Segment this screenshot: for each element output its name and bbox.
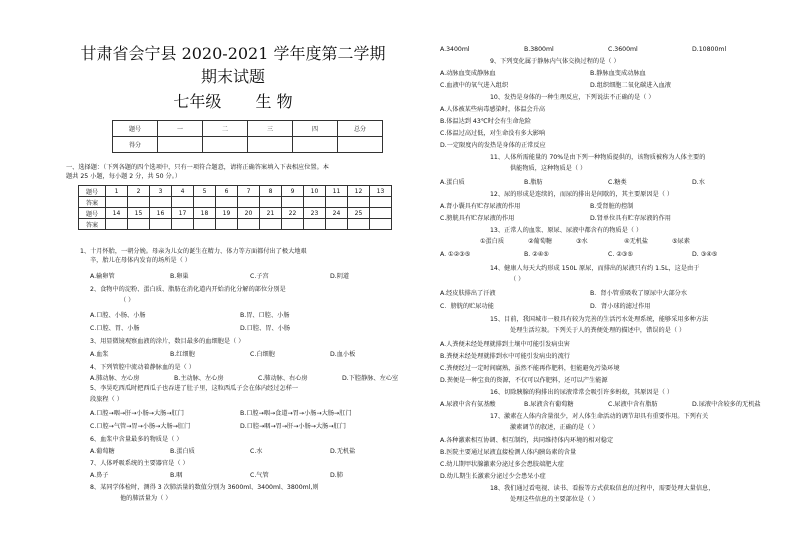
answer-option[interactable]: A.肾小囊具有贮存尿液的作用	[440, 203, 521, 210]
answer-table	[78, 185, 392, 230]
answer-option[interactable]: D.口腔、胃、小肠	[240, 325, 291, 332]
question-line: 9、下列变化属于静脉内气体交换过程的是（ ）	[490, 58, 620, 65]
question-line: A.各种激素相互协调、相互制约，共同维持体内环境的相对稳定	[440, 437, 614, 444]
score-value-row-cell[interactable]	[293, 137, 338, 153]
answer-option[interactable]: C.尿液中含有脂肪	[608, 401, 658, 408]
answer-option[interactable]: C.口腔、胃、小肠	[90, 325, 140, 332]
score-table	[112, 120, 383, 153]
answer-number-row-cell: 21	[260, 208, 282, 219]
answer-option[interactable]: ①蛋白质	[480, 238, 505, 245]
question-line: 辛，胎儿在母体内发育的场所是（ ）	[90, 257, 191, 264]
answer-option[interactable]: A.输卵管	[90, 273, 115, 280]
answer-option[interactable]: C.气管	[250, 472, 269, 479]
answer-option[interactable]: A.尿液中含有氨基酸	[440, 401, 496, 408]
question-line: B.粪便未经处理就排到水中可能引发病虫的流行	[440, 353, 570, 360]
answer-number-row-cell: 11	[326, 186, 348, 197]
option-row	[90, 471, 406, 480]
answer-option[interactable]: C.糖类	[608, 179, 627, 186]
score-value-row	[113, 137, 383, 153]
answer-blank-row-cell[interactable]	[370, 197, 392, 208]
score-value-row-cell[interactable]	[203, 137, 248, 153]
answer-option[interactable]: C.白细胞	[250, 351, 275, 358]
question-line: A.人体被某些病毒感染时，体温会升高	[440, 106, 546, 113]
option-row	[480, 237, 720, 246]
answer-blank-row-cell[interactable]	[282, 197, 304, 208]
answer-blank-row-cell[interactable]	[260, 197, 282, 208]
answer-number-row-cell: 18	[194, 208, 216, 219]
option-row	[90, 324, 390, 333]
option-row	[440, 302, 740, 311]
answer-blank-row	[79, 197, 392, 208]
section-heading-cont: 题共 25 小题，每小题 2 分，共 50 分。）	[66, 173, 182, 180]
answer-option[interactable]: A.动脉血变成静脉血	[440, 70, 496, 77]
answer-number-row-cell: 23	[304, 208, 326, 219]
score-header-row-cell: 四	[293, 121, 338, 137]
answer-option[interactable]: B.受肾脏的控制	[590, 203, 634, 210]
answer-option[interactable]: D.口腔→咽→胃→肝→小肠→大肠→肛门	[240, 423, 346, 430]
question-line: 2、食物中的淀粉、蛋白质、脂肪在消化道内开始消化分解的部位分别是	[90, 286, 286, 293]
question-line: C.粪便经过一定时间腐熟，虽然不能再作肥料，但能避免污染环境	[440, 365, 620, 372]
question-line: 3、用显微镜观察血液的涂片，数目最多的血细胞是（ ）	[90, 338, 245, 345]
question-line: 16、切除胰腺的狗排出的尿液常常会吸引许多蚂蚁，其原因是（ ）	[490, 389, 674, 396]
score-header-row-cell: 一	[158, 121, 203, 137]
answer-option[interactable]: A.肺动脉、左心房	[90, 375, 140, 382]
option-row	[440, 214, 740, 223]
answer-number-row-cell: 17	[172, 208, 194, 219]
answer-number-row-cell: 题号	[79, 208, 106, 219]
answer-option[interactable]: ③水	[576, 238, 588, 245]
question-line: 8、某同学体检时，测得 3 次肺活量的数值分别为 3600ml、3400ml、3800ml,则	[90, 484, 319, 491]
answer-blank-row-cell[interactable]	[194, 197, 216, 208]
answer-option[interactable]: ⑤尿素	[672, 238, 690, 245]
question-line: 17、激素在人体内含量很少，对人体生命活动的调节却具有重要作用。下列有关	[490, 413, 709, 420]
answer-blank-row-cell[interactable]	[304, 197, 326, 208]
answer-option[interactable]: D.下腔静脉、左心室	[342, 375, 399, 382]
answer-option[interactable]: A.蛋白质	[440, 179, 465, 186]
question-line: D.幼儿期生长激素分泌过少会患呆小症	[440, 473, 546, 480]
answer-blank-row-cell[interactable]	[216, 197, 238, 208]
answer-number-row-cell: 14	[106, 208, 128, 219]
answer-blank-row-cell[interactable]	[238, 219, 260, 230]
option-row	[440, 178, 776, 187]
option-row	[440, 69, 740, 78]
answer-option[interactable]: C.子宫	[250, 273, 269, 280]
answer-blank-row-cell[interactable]	[260, 219, 282, 230]
answer-number-row-cell: 13	[370, 186, 392, 197]
subject-label: 生 物	[255, 92, 293, 111]
answer-option[interactable]: A. ①②③⑤	[440, 251, 471, 258]
answer-option[interactable]: B.卵巢	[170, 273, 189, 280]
answer-blank-row-cell[interactable]	[348, 197, 370, 208]
answer-blank-row-cell[interactable]	[348, 219, 370, 230]
answer-option[interactable]: B.尿液含有葡萄糖	[524, 401, 574, 408]
question-line: 12、尿的形成是连续的，而尿的排出是间歇的，其主要原因是（ ）	[490, 191, 674, 198]
answer-option[interactable]: D. ③④⑤	[692, 251, 718, 258]
grade-label: 七年级	[173, 92, 222, 111]
question-line: D.一定限度内的发热是身体的正常反应	[440, 142, 546, 149]
answer-number-row	[79, 208, 392, 219]
left-column	[60, 0, 406, 549]
question-line: 激素调节的叙述，正确的是（ ）	[510, 424, 599, 431]
answer-number-row-cell: 6	[216, 186, 238, 197]
answer-blank-row-cell[interactable]	[370, 219, 392, 230]
answer-blank-row-cell: 答案	[79, 219, 106, 230]
answer-blank-row-cell[interactable]	[282, 219, 304, 230]
answer-option[interactable]: D.尿液中含较多的无机盐	[692, 401, 761, 408]
question-line: B.体温达到 43℃时会有生命危险	[440, 118, 532, 125]
answer-number-row-cell: 20	[238, 208, 260, 219]
answer-blank-row-cell[interactable]	[172, 197, 194, 208]
answer-option[interactable]: D.阴道	[330, 273, 350, 280]
score-header-row-cell: 三	[248, 121, 293, 137]
answer-option[interactable]: B.胃、口腔、小肠	[240, 312, 290, 319]
answer-blank-row-cell[interactable]	[150, 197, 172, 208]
option-row	[90, 350, 406, 359]
answer-option[interactable]: D．肾小球的滤过作用	[590, 303, 651, 310]
question-line: 处理这些信息的主要部位是（ ）	[510, 496, 599, 503]
question-line: 14、健康人每天大约形成 150L 原尿，而排出的尿液只有约 1.5L，这是由于	[490, 265, 700, 272]
score-header-row	[113, 121, 383, 137]
grade-subject	[60, 92, 406, 112]
answer-option[interactable]: A.血浆	[90, 351, 109, 358]
answer-option[interactable]: D.肾单位具有贮存尿液的作用	[590, 215, 671, 222]
answer-option[interactable]: B.口腔→咽→食道→胃→小肠→大肠→肛门	[240, 410, 352, 417]
answer-option[interactable]: B.咽	[170, 472, 183, 479]
answer-blank-row-cell[interactable]	[238, 197, 260, 208]
question-line: 处理生活垃圾。下列关于人的粪便处理的描述中，错误的是（ ）	[510, 327, 686, 334]
answer-number-row-cell: 25	[348, 208, 370, 219]
option-row	[440, 250, 776, 259]
question-line: （ ）	[120, 297, 135, 304]
option-row	[90, 374, 406, 383]
question-line: 4、下列管腔中流动着静脉血的是（ ）	[90, 364, 195, 371]
question-line: D.粪便是一种宝贵的资源，不仅可以作肥料，还可以产生能源	[440, 377, 608, 384]
answer-number-row-cell: 7	[238, 186, 260, 197]
answer-option[interactable]: C.水	[250, 448, 263, 455]
question-line: 18、我们通过看电视、读书、看报等方式获取信息的过程中，需要处理大量信息，	[490, 485, 715, 492]
answer-option[interactable]: C. ②③⑤	[608, 251, 633, 258]
score-header-row-cell: 二	[203, 121, 248, 137]
question-line: 1、十月怀胎，一朝分娩。母亲为儿女的诞生在精力、体力等方面都付出了极大地艰	[80, 248, 307, 255]
answer-number-row-cell: 2	[128, 186, 150, 197]
answer-option[interactable]: C.口腔→气管→胃→小肠→大肠→肛门	[90, 423, 191, 430]
answer-number-row-cell: 16	[150, 208, 172, 219]
answer-blank-row-cell: 答案	[79, 197, 106, 208]
answer-option[interactable]: C.膀胱具有贮存尿液的作用	[440, 215, 515, 222]
answer-number-row-cell: 15	[128, 208, 150, 219]
option-row	[440, 289, 740, 298]
option-row	[440, 202, 740, 211]
answer-blank-row	[79, 219, 392, 230]
question-line: 供能物质，这种物质是（ ）	[510, 165, 587, 172]
answer-number-row-cell: 题号	[79, 186, 106, 197]
answer-number-row-cell: 1	[106, 186, 128, 197]
answer-number-row-cell: 4	[172, 186, 194, 197]
answer-number-row-cell: 9	[282, 186, 304, 197]
question-line: 15、目前，我国城市一般具有较为完善的生活污水处理系统，能够采用多种方法	[490, 316, 709, 323]
answer-option[interactable]: C.肺动脉、右心房	[258, 375, 308, 382]
question-line: 6、血浆中含量最多的物质是（ ）	[90, 436, 183, 443]
answer-option[interactable]: B.红细胞	[170, 351, 195, 358]
question-line: （ ）	[510, 276, 525, 283]
answer-blank-row-cell[interactable]	[106, 219, 128, 230]
answer-option[interactable]: ④无机盐	[624, 238, 649, 245]
answer-option[interactable]: D.肺	[330, 472, 343, 479]
answer-number-row-cell: 19	[216, 208, 238, 219]
score-value-row-cell[interactable]	[158, 137, 203, 153]
exam-subtitle: 期末试题	[200, 67, 265, 86]
answer-option[interactable]: B.静脉血变成动脉血	[590, 70, 646, 77]
answer-blank-row-cell[interactable]	[128, 219, 150, 230]
answer-option[interactable]: D.水	[692, 179, 705, 186]
question-line: C.幼儿期甲状腺激素分泌过多会患肢端肥大症	[440, 461, 564, 468]
answer-option[interactable]: A.口腔→咽→肝→小肠→大肠→肛门	[90, 410, 184, 417]
option-row	[440, 45, 776, 54]
question-line: A.人粪便未经处理就排到土壤中可能引发病虫害	[440, 341, 570, 348]
answer-option[interactable]: B.蛋白质	[170, 448, 195, 455]
answer-option[interactable]: D.无机盐	[330, 448, 356, 455]
answer-option[interactable]: ②葡萄糖	[528, 238, 553, 245]
option-row	[90, 447, 406, 456]
question-line: 11、人体所需能量的 70%是由下列一种物质提供的，该物质被称为人体主要的	[490, 154, 706, 161]
answer-option[interactable]: A.葡萄糖	[90, 448, 115, 455]
answer-option[interactable]: A.3400ml	[440, 46, 470, 53]
option-row	[90, 272, 406, 281]
option-row	[440, 81, 740, 90]
answer-number-row	[79, 186, 392, 197]
question-line: 5、李昊吃西瓜时把西瓜子也吞进了肚子里，这粒西瓜子会在体内经过怎样一	[90, 385, 299, 392]
answer-option[interactable]: A.口腔、小肠、小肠	[90, 312, 146, 319]
answer-number-row-cell[interactable]	[370, 208, 392, 219]
answer-number-row-cell: 22	[282, 208, 304, 219]
answer-number-row-cell: 12	[348, 186, 370, 197]
question-line: 13、正常人的血浆、原尿、尿液中都含有的物质是（ ）	[490, 227, 643, 234]
answer-option[interactable]: C．膀胱的贮尿功能	[440, 303, 494, 310]
answer-blank-row-cell[interactable]	[106, 197, 128, 208]
answer-option[interactable]: D.10800ml	[692, 46, 727, 53]
answer-number-row-cell: 10	[304, 186, 326, 197]
question-line: C.体温过高过低，对生命没有多大影响	[440, 130, 546, 137]
question-line: 10、发热是身体的一种生理反应，下列说法不正确的是（ ）	[490, 94, 655, 101]
score-value-row-cell[interactable]	[338, 137, 383, 153]
answer-option[interactable]: A.经皮肤排出了汗液	[440, 290, 496, 297]
answer-blank-row-cell[interactable]	[172, 219, 194, 230]
answer-option[interactable]: D.血小板	[330, 351, 356, 358]
score-header-row-cell: 总分	[338, 121, 383, 137]
answer-option[interactable]: B.脂肪	[524, 179, 543, 186]
question-line: 他的肺活量为（ ）	[120, 495, 172, 502]
answer-blank-row-cell[interactable]	[304, 219, 326, 230]
answer-option[interactable]: C.血液中的氧气进入组织	[440, 82, 509, 89]
score-value-row-cell: 得分	[113, 137, 158, 153]
answer-option[interactable]: D.组织细胞二氧化碳进入血液	[590, 82, 671, 89]
answer-number-row-cell: 8	[260, 186, 282, 197]
answer-number-row-cell: 3	[150, 186, 172, 197]
answer-blank-row-cell[interactable]	[128, 197, 150, 208]
exam-title: 甘肃省会宁县 2020-2021 学年度第二学期	[80, 44, 386, 63]
question-line: B.医院主要通过尿液直接检测人体内胰岛素的含量	[440, 449, 577, 456]
option-row	[90, 422, 390, 431]
answer-blank-row-cell[interactable]	[194, 219, 216, 230]
answer-option[interactable]: B.3800ml	[524, 46, 554, 53]
answer-blank-row-cell[interactable]	[326, 197, 348, 208]
answer-blank-row-cell[interactable]	[326, 219, 348, 230]
option-row	[90, 311, 390, 320]
answer-option[interactable]: C.3600ml	[608, 46, 638, 53]
score-value-row-cell[interactable]	[248, 137, 293, 153]
answer-number-row-cell: 24	[326, 208, 348, 219]
answer-number-row-cell: 5	[194, 186, 216, 197]
answer-option[interactable]: B．肾小管重吸收了原尿中大部分水	[590, 290, 688, 297]
answer-blank-row-cell[interactable]	[150, 219, 172, 230]
score-header-row-cell: 题号	[113, 121, 158, 137]
section-heading: 一、选择题：（下列各题的四个选项中，只有一项符合题意，请将正确答案填入下表相应位置。本	[66, 164, 329, 171]
answer-blank-row-cell[interactable]	[216, 219, 238, 230]
answer-option[interactable]: B. ②④⑤	[524, 251, 549, 258]
right-column	[440, 0, 780, 549]
option-row	[440, 400, 776, 409]
option-row	[90, 409, 390, 418]
question-line: 段旅程（ ）	[90, 396, 123, 403]
answer-option[interactable]: B.主动脉、左心房	[174, 375, 224, 382]
question-line: 7、人体呼吸系统的主要器官是（ ）	[90, 460, 189, 467]
answer-option[interactable]: A.鼻子	[90, 472, 109, 479]
